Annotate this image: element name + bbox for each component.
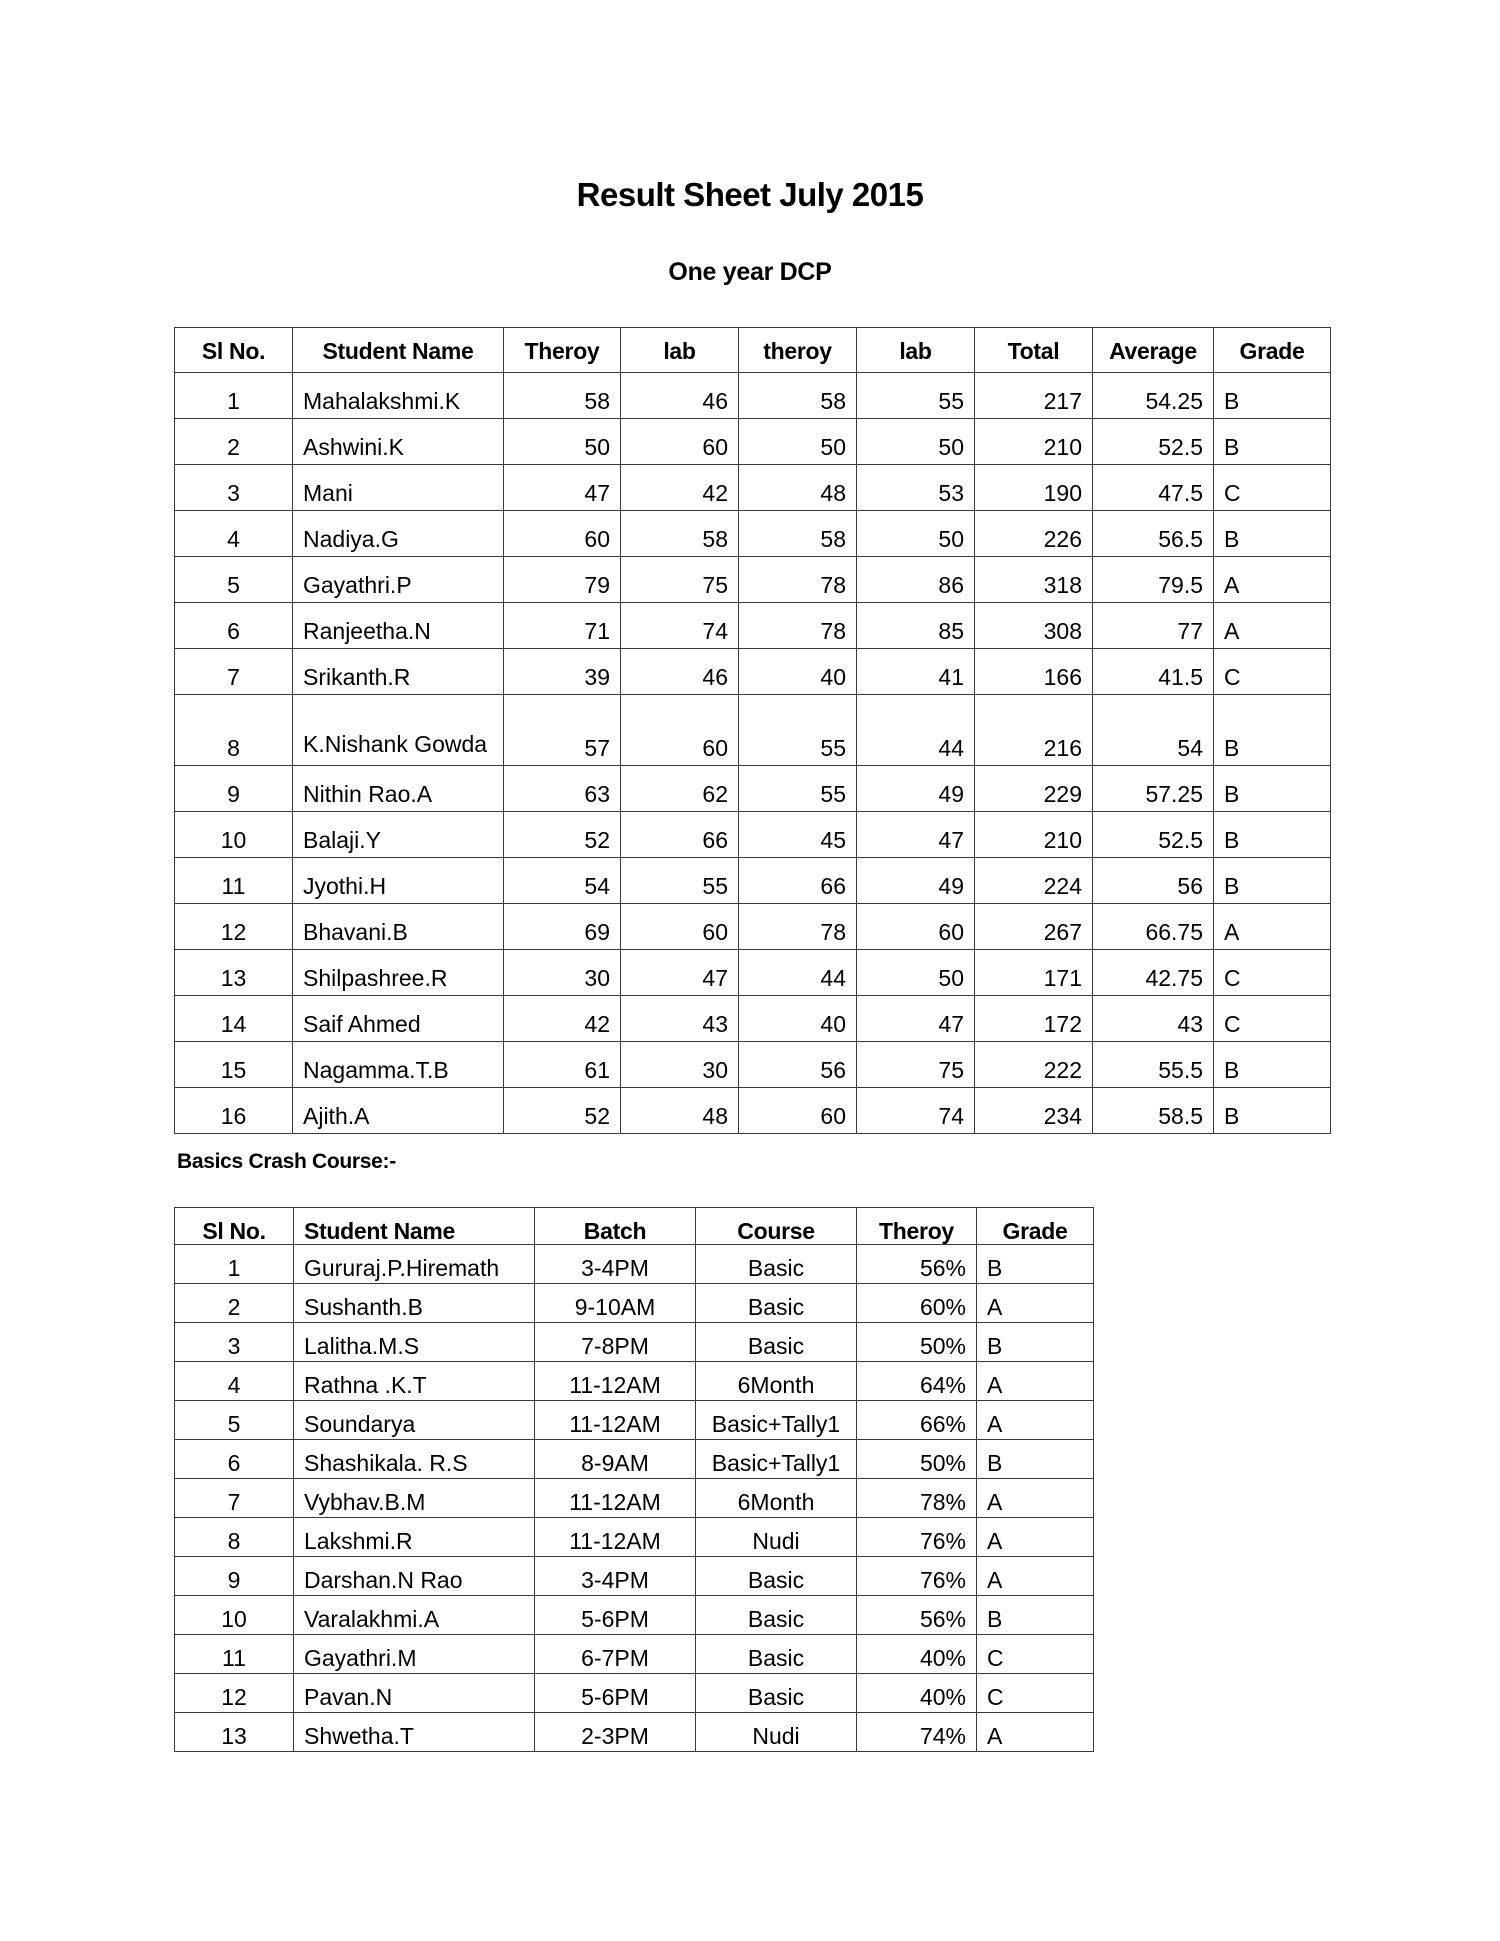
cell-grade: B: [977, 1440, 1094, 1479]
cell-batch: 3-4PM: [535, 1245, 696, 1284]
cell-total: 210: [975, 419, 1093, 465]
header-sl-no: Sl No.: [175, 1208, 294, 1245]
cell-course: Basic: [696, 1596, 857, 1635]
table-row: [175, 1362, 1094, 1401]
cell-batch: 11-12AM: [535, 1479, 696, 1518]
cell-theory-2: 58: [739, 373, 857, 419]
table-row: [175, 1557, 1094, 1596]
cell-sl-no: 11: [175, 1635, 294, 1674]
cell-lab-2: 60: [857, 904, 975, 950]
cell-average: 77: [1093, 603, 1214, 649]
table-row: [175, 1088, 1331, 1134]
cell-lab-1: 46: [621, 373, 739, 419]
cell-course: Basic+Tally1: [696, 1401, 857, 1440]
cell-course: Basic: [696, 1245, 857, 1284]
cell-average: 52.5: [1093, 812, 1214, 858]
cell-sl-no: 4: [175, 511, 293, 557]
cell-average: 56.5: [1093, 511, 1214, 557]
table-row: [175, 1042, 1331, 1088]
cell-grade: A: [977, 1479, 1094, 1518]
cell-lab-2: 86: [857, 557, 975, 603]
cell-average: 79.5: [1093, 557, 1214, 603]
cell-lab-1: 58: [621, 511, 739, 557]
cell-course: Basic+Tally1: [696, 1440, 857, 1479]
cell-lab-1: 30: [621, 1042, 739, 1088]
cell-student-name: Ranjeetha.N: [293, 603, 504, 649]
cell-sl-no: 7: [175, 1479, 294, 1518]
cell-sl-no: 15: [175, 1042, 293, 1088]
cell-sl-no: 16: [175, 1088, 293, 1134]
cell-grade: B: [1214, 812, 1331, 858]
cell-grade: B: [1214, 373, 1331, 419]
table-row: [175, 695, 1331, 766]
cell-average: 41.5: [1093, 649, 1214, 695]
cell-theory-2: 56: [739, 1042, 857, 1088]
cell-sl-no: 11: [175, 858, 293, 904]
cell-lab-1: 62: [621, 766, 739, 812]
cell-theory-1: 47: [504, 465, 621, 511]
cell-grade: A: [977, 1713, 1094, 1752]
cell-theory-1: 79: [504, 557, 621, 603]
cell-total: 226: [975, 511, 1093, 557]
cell-course: Basic: [696, 1323, 857, 1362]
table-row: [175, 858, 1331, 904]
cell-theory-1: 50: [504, 419, 621, 465]
cell-sl-no: 9: [175, 1557, 294, 1596]
cell-lab-1: 43: [621, 996, 739, 1042]
cell-sl-no: 9: [175, 766, 293, 812]
cell-sl-no: 14: [175, 996, 293, 1042]
table-row: [175, 1713, 1094, 1752]
header-lab-1: lab: [621, 328, 739, 373]
cell-lab-1: 74: [621, 603, 739, 649]
cell-lab-2: 74: [857, 1088, 975, 1134]
cell-course: Basic: [696, 1557, 857, 1596]
cell-grade: A: [977, 1362, 1094, 1401]
cell-average: 42.75: [1093, 950, 1214, 996]
cell-student-name: Soundarya: [294, 1401, 535, 1440]
cell-course: Nudi: [696, 1713, 857, 1752]
cell-course: Basic: [696, 1674, 857, 1713]
cell-grade: A: [977, 1518, 1094, 1557]
table-row: [175, 950, 1331, 996]
cell-average: 57.25: [1093, 766, 1214, 812]
cell-lab-2: 44: [857, 695, 975, 766]
cell-theory-2: 78: [739, 603, 857, 649]
cell-sl-no: 3: [175, 1323, 294, 1362]
cell-student-name: Saif Ahmed: [293, 996, 504, 1042]
cell-student-name: Shilpashree.R: [293, 950, 504, 996]
cell-student-name: K.Nishank Gowda: [293, 695, 504, 766]
cell-theory-2: 58: [739, 511, 857, 557]
cell-lab-2: 85: [857, 603, 975, 649]
cell-grade: C: [977, 1635, 1094, 1674]
cell-lab-2: 49: [857, 766, 975, 812]
cell-course: 6Month: [696, 1362, 857, 1401]
cell-sl-no: 3: [175, 465, 293, 511]
cell-course: Basic: [696, 1284, 857, 1323]
cell-lab-1: 46: [621, 649, 739, 695]
cell-theory: 40%: [857, 1635, 977, 1674]
cell-total: 217: [975, 373, 1093, 419]
table-header-row: [175, 1208, 1094, 1245]
table-row: [175, 996, 1331, 1042]
table-row: [175, 373, 1331, 419]
page-subtitle: One year DCP: [668, 258, 832, 286]
cell-theory-2: 50: [739, 419, 857, 465]
cell-theory-2: 45: [739, 812, 857, 858]
cell-grade: B: [1214, 511, 1331, 557]
cell-total: 166: [975, 649, 1093, 695]
cell-average: 56: [1093, 858, 1214, 904]
cell-grade: B: [1214, 1088, 1331, 1134]
cell-student-name: Sushanth.B: [294, 1284, 535, 1323]
cell-sl-no: 6: [175, 1440, 294, 1479]
cell-student-name: Balaji.Y: [293, 812, 504, 858]
table-row: [175, 904, 1331, 950]
table-row: [175, 465, 1331, 511]
cell-sl-no: 5: [175, 557, 293, 603]
cell-total: 210: [975, 812, 1093, 858]
cell-total: 267: [975, 904, 1093, 950]
page-title: Result Sheet July 2015: [576, 176, 924, 213]
cell-theory: 76%: [857, 1557, 977, 1596]
table-row: [175, 1440, 1094, 1479]
cell-batch: 11-12AM: [535, 1362, 696, 1401]
table-row: [175, 1284, 1094, 1323]
table-row: [175, 1674, 1094, 1713]
header-theory-1: Theroy: [504, 328, 621, 373]
cell-batch: 11-12AM: [535, 1401, 696, 1440]
cell-grade: C: [1214, 465, 1331, 511]
cell-theory: 78%: [857, 1479, 977, 1518]
cell-student-name: Pavan.N: [294, 1674, 535, 1713]
cell-lab-2: 47: [857, 996, 975, 1042]
cell-theory: 40%: [857, 1674, 977, 1713]
cell-average: 43: [1093, 996, 1214, 1042]
cell-batch: 11-12AM: [535, 1518, 696, 1557]
cell-theory-1: 30: [504, 950, 621, 996]
cell-student-name: Varalakhmi.A: [294, 1596, 535, 1635]
table-row: [175, 1518, 1094, 1557]
cell-student-name: Gayathri.P: [293, 557, 504, 603]
cell-lab-2: 55: [857, 373, 975, 419]
cell-student-name: Ashwini.K: [293, 419, 504, 465]
cell-student-name: Shashikala. R.S: [294, 1440, 535, 1479]
header-grade: Grade: [977, 1208, 1094, 1245]
cell-average: 58.5: [1093, 1088, 1214, 1134]
cell-theory-1: 61: [504, 1042, 621, 1088]
cell-student-name: Shwetha.T: [294, 1713, 535, 1752]
cell-grade: B: [977, 1596, 1094, 1635]
cell-student-name: Gururaj.P.Hiremath: [294, 1245, 535, 1284]
cell-total: 172: [975, 996, 1093, 1042]
cell-course: Basic: [696, 1635, 857, 1674]
cell-sl-no: 8: [175, 1518, 294, 1557]
cell-grade: C: [977, 1674, 1094, 1713]
cell-total: 190: [975, 465, 1093, 511]
cell-student-name: Lakshmi.R: [294, 1518, 535, 1557]
cell-student-name: Rathna .K.T: [294, 1362, 535, 1401]
cell-grade: B: [1214, 1042, 1331, 1088]
cell-theory-1: 39: [504, 649, 621, 695]
cell-student-name: Jyothi.H: [293, 858, 504, 904]
cell-sl-no: 10: [175, 812, 293, 858]
cell-lab-1: 60: [621, 904, 739, 950]
cell-theory-2: 66: [739, 858, 857, 904]
cell-batch: 5-6PM: [535, 1596, 696, 1635]
header-student-name: Student Name: [293, 328, 504, 373]
cell-lab-1: 47: [621, 950, 739, 996]
crash-course-table: [174, 1207, 1094, 1752]
header-total: Total: [975, 328, 1093, 373]
cell-theory-1: 54: [504, 858, 621, 904]
cell-theory: 64%: [857, 1362, 977, 1401]
cell-lab-1: 60: [621, 695, 739, 766]
cell-theory: 50%: [857, 1440, 977, 1479]
cell-theory-1: 69: [504, 904, 621, 950]
cell-batch: 5-6PM: [535, 1674, 696, 1713]
cell-grade: B: [977, 1323, 1094, 1362]
cell-grade: B: [1214, 858, 1331, 904]
table-header-row: [175, 328, 1331, 373]
cell-grade: C: [1214, 649, 1331, 695]
cell-lab-2: 50: [857, 950, 975, 996]
cell-student-name: Nadiya.G: [293, 511, 504, 557]
cell-theory-2: 40: [739, 996, 857, 1042]
header-average: Average: [1093, 328, 1214, 373]
cell-sl-no: 2: [175, 1284, 294, 1323]
cell-grade: B: [1214, 419, 1331, 465]
cell-theory-2: 44: [739, 950, 857, 996]
header-grade: Grade: [1214, 328, 1331, 373]
cell-student-name: Nagamma.T.B: [293, 1042, 504, 1088]
cell-average: 54: [1093, 695, 1214, 766]
cell-student-name: Mahalakshmi.K: [293, 373, 504, 419]
table-row: [175, 812, 1331, 858]
cell-sl-no: 4: [175, 1362, 294, 1401]
cell-lab-1: 75: [621, 557, 739, 603]
cell-student-name: Mani: [293, 465, 504, 511]
cell-grade: C: [1214, 996, 1331, 1042]
table-row: [175, 766, 1331, 812]
cell-theory-2: 78: [739, 557, 857, 603]
cell-theory-2: 78: [739, 904, 857, 950]
cell-sl-no: 7: [175, 649, 293, 695]
cell-grade: A: [1214, 904, 1331, 950]
cell-lab-1: 42: [621, 465, 739, 511]
cell-batch: 6-7PM: [535, 1635, 696, 1674]
cell-lab-2: 41: [857, 649, 975, 695]
cell-total: 224: [975, 858, 1093, 904]
cell-theory-2: 48: [739, 465, 857, 511]
cell-batch: 3-4PM: [535, 1557, 696, 1596]
cell-total: 234: [975, 1088, 1093, 1134]
cell-student-name: Gayathri.M: [294, 1635, 535, 1674]
cell-total: 222: [975, 1042, 1093, 1088]
cell-theory-1: 52: [504, 812, 621, 858]
cell-grade: A: [977, 1401, 1094, 1440]
header-sl-no: Sl No.: [175, 328, 293, 373]
cell-student-name: Nithin Rao.A: [293, 766, 504, 812]
cell-grade: B: [1214, 766, 1331, 812]
header-lab-2: lab: [857, 328, 975, 373]
cell-total: 171: [975, 950, 1093, 996]
header-theory-2: theroy: [739, 328, 857, 373]
cell-lab-1: 60: [621, 419, 739, 465]
cell-total: 318: [975, 557, 1093, 603]
cell-lab-1: 66: [621, 812, 739, 858]
cell-grade: B: [1214, 695, 1331, 766]
table-row: [175, 1323, 1094, 1362]
cell-sl-no: 5: [175, 1401, 294, 1440]
table-row: [175, 1596, 1094, 1635]
cell-theory-1: 42: [504, 996, 621, 1042]
cell-batch: 9-10AM: [535, 1284, 696, 1323]
cell-theory-1: 71: [504, 603, 621, 649]
table-row: [175, 1479, 1094, 1518]
cell-lab-2: 49: [857, 858, 975, 904]
cell-sl-no: 12: [175, 904, 293, 950]
cell-grade: C: [1214, 950, 1331, 996]
cell-batch: 7-8PM: [535, 1323, 696, 1362]
cell-lab-1: 55: [621, 858, 739, 904]
cell-sl-no: 13: [175, 1713, 294, 1752]
section-label-crash-course: Basics Crash Course:-: [177, 1150, 396, 1173]
cell-theory-2: 60: [739, 1088, 857, 1134]
cell-course: 6Month: [696, 1479, 857, 1518]
cell-theory-1: 58: [504, 373, 621, 419]
cell-theory: 76%: [857, 1518, 977, 1557]
cell-lab-2: 50: [857, 419, 975, 465]
cell-lab-2: 75: [857, 1042, 975, 1088]
cell-student-name: Darshan.N Rao: [294, 1557, 535, 1596]
cell-theory: 66%: [857, 1401, 977, 1440]
table-row: [175, 1245, 1094, 1284]
cell-grade: B: [977, 1245, 1094, 1284]
table-row: [175, 1635, 1094, 1674]
cell-theory: 74%: [857, 1713, 977, 1752]
cell-grade: A: [1214, 557, 1331, 603]
cell-course: Nudi: [696, 1518, 857, 1557]
table-row: [175, 419, 1331, 465]
cell-total: 229: [975, 766, 1093, 812]
cell-sl-no: 6: [175, 603, 293, 649]
cell-average: 47.5: [1093, 465, 1214, 511]
cell-average: 66.75: [1093, 904, 1214, 950]
cell-theory: 56%: [857, 1245, 977, 1284]
cell-theory-2: 55: [739, 695, 857, 766]
cell-average: 52.5: [1093, 419, 1214, 465]
cell-student-name: Lalitha.M.S: [294, 1323, 535, 1362]
cell-lab-2: 53: [857, 465, 975, 511]
table-row: [175, 603, 1331, 649]
cell-average: 55.5: [1093, 1042, 1214, 1088]
table-row: [175, 557, 1331, 603]
table-row: [175, 511, 1331, 557]
header-student-name: Student Name: [294, 1208, 535, 1245]
table-row: [175, 1401, 1094, 1440]
table-row: [175, 649, 1331, 695]
cell-total: 216: [975, 695, 1093, 766]
cell-sl-no: 1: [175, 1245, 294, 1284]
cell-student-name: Vybhav.B.M: [294, 1479, 535, 1518]
cell-theory-1: 52: [504, 1088, 621, 1134]
cell-lab-2: 47: [857, 812, 975, 858]
header-course: Course: [696, 1208, 857, 1245]
cell-theory-2: 55: [739, 766, 857, 812]
cell-theory: 56%: [857, 1596, 977, 1635]
dcp-results-table: [174, 327, 1331, 1134]
header-theory: Theroy: [857, 1208, 977, 1245]
cell-sl-no: 2: [175, 419, 293, 465]
cell-grade: A: [1214, 603, 1331, 649]
cell-student-name: Ajith.A: [293, 1088, 504, 1134]
cell-average: 54.25: [1093, 373, 1214, 419]
cell-theory: 50%: [857, 1323, 977, 1362]
cell-sl-no: 13: [175, 950, 293, 996]
cell-total: 308: [975, 603, 1093, 649]
cell-grade: A: [977, 1557, 1094, 1596]
cell-student-name: Srikanth.R: [293, 649, 504, 695]
cell-sl-no: 1: [175, 373, 293, 419]
cell-batch: 8-9AM: [535, 1440, 696, 1479]
cell-lab-2: 50: [857, 511, 975, 557]
cell-batch: 2-3PM: [535, 1713, 696, 1752]
cell-theory-1: 63: [504, 766, 621, 812]
cell-lab-1: 48: [621, 1088, 739, 1134]
cell-student-name: Bhavani.B: [293, 904, 504, 950]
cell-theory-1: 57: [504, 695, 621, 766]
cell-sl-no: 12: [175, 1674, 294, 1713]
cell-theory: 60%: [857, 1284, 977, 1323]
cell-theory-2: 40: [739, 649, 857, 695]
header-batch: Batch: [535, 1208, 696, 1245]
cell-theory-1: 60: [504, 511, 621, 557]
cell-grade: A: [977, 1284, 1094, 1323]
cell-sl-no: 10: [175, 1596, 294, 1635]
cell-sl-no: 8: [175, 695, 293, 766]
